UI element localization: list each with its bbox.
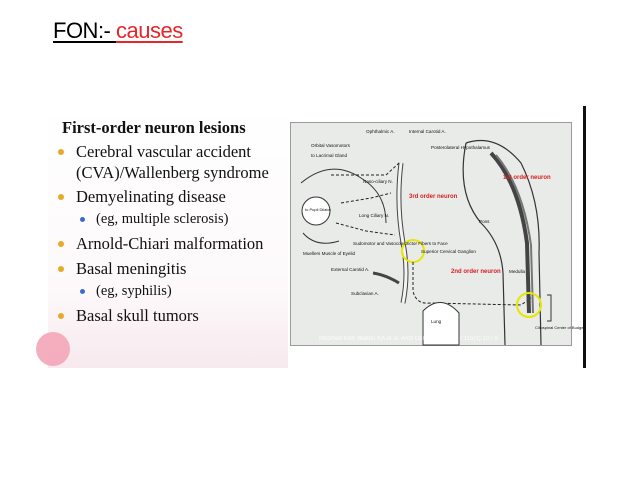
sympathetic-pathway-diagram	[290, 122, 584, 346]
title-accent: causes	[116, 18, 183, 43]
external-carotid-vessel	[373, 273, 399, 283]
list-subitem	[58, 209, 288, 229]
lesion-list	[58, 118, 288, 326]
label-nasociliary-n: Naso-ciliary N.	[363, 179, 393, 184]
list-item-text: Cerebral vascular accident (CVA)/Wallenberg syndrome	[76, 142, 269, 182]
label-pons: Pons	[479, 219, 490, 224]
slide-title	[53, 18, 183, 44]
brainstem-outline-left	[463, 143, 505, 345]
label-lung: Lung	[431, 319, 442, 324]
list-heading: First-order neuron lesions	[62, 118, 246, 137]
third-order-fibers-top	[331, 163, 399, 175]
label-orbital-vasomotors: Orbital Vasomotors	[311, 143, 350, 148]
label-internal-carotid-a: Internal Carotid A.	[409, 129, 446, 134]
list-subitem-text: (eg, syphilis)	[96, 283, 172, 299]
list-item	[58, 305, 288, 326]
citation-watermark: Modified from Walton KA et al. Arch Ophthalmol. 1997;115(1):107-9.	[319, 336, 500, 342]
bullet-icon	[58, 313, 64, 319]
list-item-text: Demyelinating disease	[76, 187, 226, 206]
list-subitem	[58, 281, 288, 301]
bullet-icon	[58, 266, 64, 272]
list-item	[58, 141, 288, 183]
bullet-icon	[58, 194, 64, 200]
list-item-text: Basal meningitis	[76, 259, 187, 278]
list-subitem-text: (eg, multiple sclerosis)	[96, 211, 229, 227]
title-prefix: FON:-	[53, 18, 116, 43]
label-sudomotor: Sudomotor and Vasoconstrictor Fibers to Face	[353, 241, 448, 246]
label-first-order-neuron: 1st order neuron	[503, 175, 551, 181]
label-second-order-neuron: 2nd order neuron	[451, 269, 501, 275]
right-edge-bar	[583, 106, 586, 368]
label-medulla: Medulla	[509, 269, 526, 274]
lid-outline	[303, 233, 339, 243]
decorative-sun-shape	[36, 332, 70, 366]
long-ciliary-fibers	[336, 223, 395, 235]
third-order-fibers-mid	[341, 193, 391, 203]
bracket-shape	[547, 295, 551, 321]
sub-bullet-icon	[80, 217, 85, 222]
diagram-svg	[291, 123, 584, 345]
list-item-text: Basal skull tumors	[76, 306, 199, 325]
label-ciliospinal-center: Ciliospinal Center of Budge	[535, 325, 584, 330]
label-external-carotid-a: External Carotid A.	[331, 267, 370, 272]
label-muller-muscle: Muellers Muscle of Eyelid	[303, 251, 356, 256]
vessel-lumen	[399, 163, 406, 303]
label-lacrimal-gland: to Lacrimal Gland	[311, 153, 348, 158]
bullet-icon	[58, 241, 64, 247]
label-pupil-dilator: to Pupil Dilator	[305, 207, 332, 212]
content-image	[48, 106, 586, 368]
bullet-icon	[58, 149, 64, 155]
list-item	[58, 186, 288, 207]
list-item	[58, 233, 288, 254]
label-superior-cervical-ganglion: Superior Cervical Ganglion	[421, 249, 476, 254]
label-third-order-neuron: 3rd order neuron	[409, 194, 458, 200]
label-posterolateral-hypothalamus: Posterolateral Hypothalamus	[431, 145, 490, 150]
label-long-ciliary-n: Long Ciliary N.	[359, 213, 390, 218]
sub-bullet-icon	[80, 289, 85, 294]
label-ophthalmic-a: Ophthalmic A.	[366, 129, 395, 134]
label-subclavian-a: Subclavian A.	[351, 291, 379, 296]
list-item-text: Arnold-Chiari malformation	[76, 234, 264, 253]
list-item	[58, 258, 288, 279]
